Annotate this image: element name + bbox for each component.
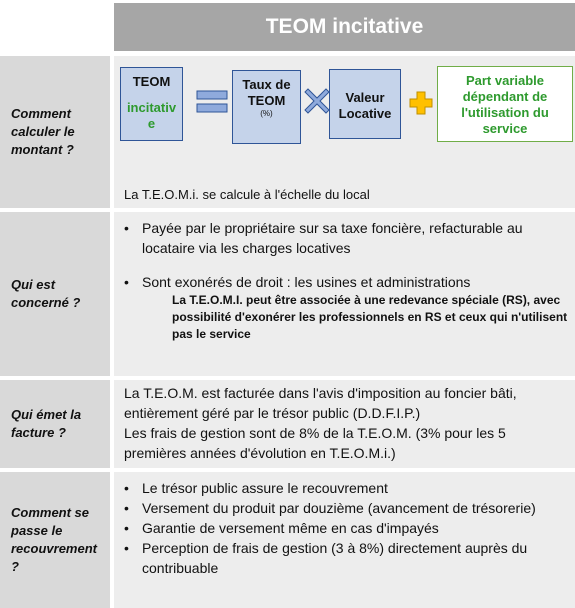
row-content-facture (114, 380, 575, 468)
label-calcul-text: Comment calculer le montant ? (11, 106, 75, 157)
row-label-facture (0, 380, 110, 468)
times-icon (304, 88, 330, 114)
label-facture-text: Qui émet la facture ? (11, 407, 82, 440)
label-recouvrement-text: Comment se passe le recouvrement ? (11, 505, 97, 574)
concerne-note: La T.E.O.M.I. peut être associée à une redevance spéciale (RS), avec possibilité d'exonérer les professionnels en RS et ceux qui n'utilisent pas le service (172, 293, 568, 341)
box-valeur-text: Valeur Locative (338, 90, 392, 121)
row-content-recouvrement (114, 472, 575, 608)
recouvrement-bullet: • Perception de frais de gestion (3 à 8%) directement auprès du contribuable (114, 538, 567, 578)
recouvrement-bullets (114, 478, 575, 578)
recouvrement-bullet: • Garantie de versement même en cas d'impayés (114, 518, 567, 538)
label-concerne-text: Qui est concerné ? (11, 277, 81, 310)
facture-line-1: La T.E.O.M. est facturée dans l'avis d'imposition au foncier bâti, entièrement géré par le trésor public (D.D.F.I.P.) (124, 385, 517, 421)
formula-box-teom (120, 67, 183, 141)
page-title (114, 3, 575, 51)
box-teom-title: TEOM (132, 74, 171, 89)
box-taux-text: Taux de TEOM (242, 77, 291, 108)
row-label-calcul (0, 56, 110, 208)
plus-icon (409, 91, 433, 115)
facture-line-2: Les frais de gestion sont de 8% de la T.E.O.M. (3% pour les 5 premières années d'évolution en T.E.O.M.i.) (124, 425, 506, 461)
concerne-bullet-1: • Payée par le propriétaire sur sa taxe foncière, refacturable au locataire via les charges locatives (114, 218, 569, 258)
box-taux-unit: (%) (260, 109, 273, 118)
concerne-bullets (114, 218, 575, 292)
calcul-footnote: La T.E.O.M.i. se calcule à l'échelle du local (124, 187, 370, 202)
row-label-recouvrement (0, 472, 110, 608)
row-label-concerne (0, 212, 110, 376)
equals-icon (196, 89, 228, 115)
recouvrement-bullet: • Versement du produit par douzième (avancement de trésorerie) (114, 498, 567, 518)
box-part-variable-text: Part variable dépendant de l'utilisation du service (461, 73, 549, 136)
formula-box-valeur (329, 69, 401, 139)
row-content-concerne (114, 212, 575, 376)
concerne-bullet-2: • Sont exonérés de droit : les usines et administrations (114, 272, 569, 292)
row-content-calcul (114, 56, 575, 208)
title-text: TEOM incitative (265, 15, 424, 38)
recouvrement-bullet: • Le trésor public assure le recouvrement (114, 478, 567, 498)
formula-box-taux (232, 70, 301, 144)
box-teom-sub: incitative (126, 100, 177, 131)
formula-box-part-variable (437, 66, 573, 142)
